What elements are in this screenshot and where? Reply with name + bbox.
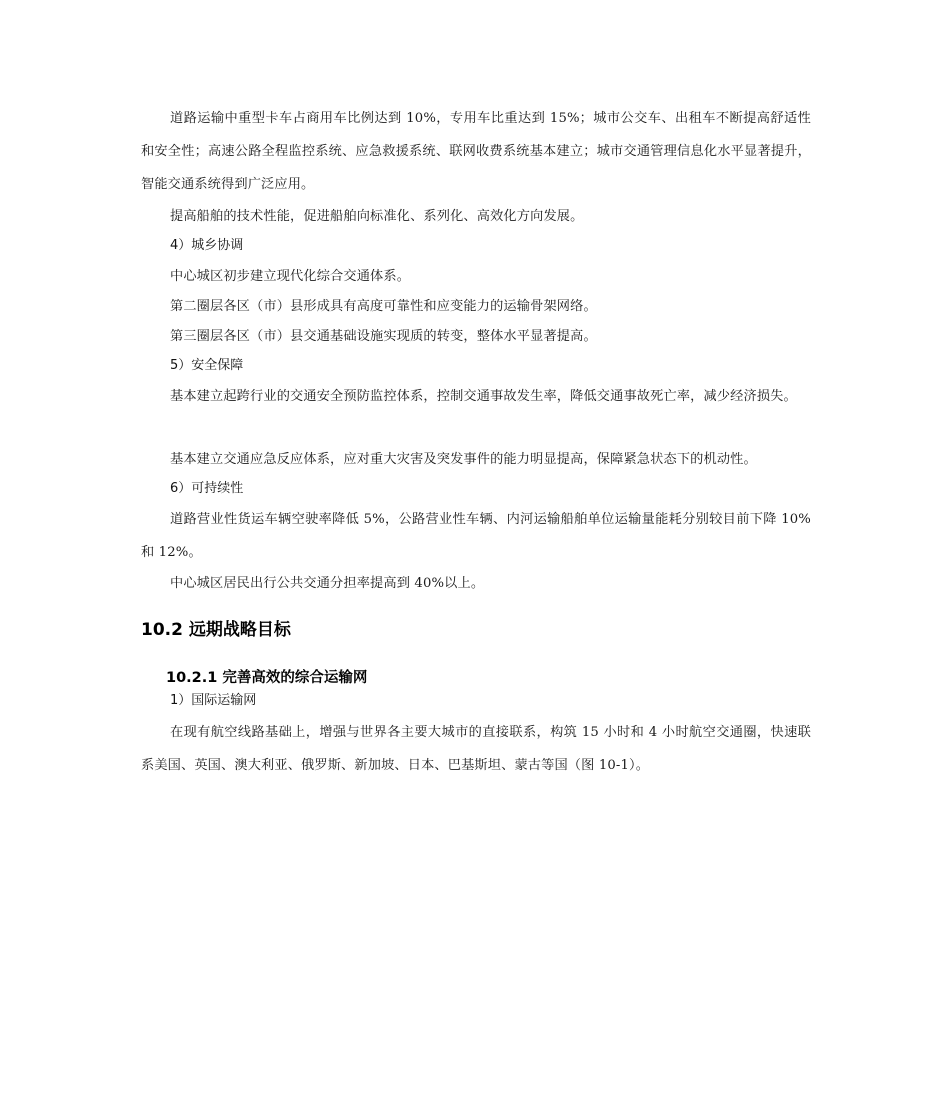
paragraph-safety-monitoring: 基本建立起跨行业的交通安全预防监控体系，控制交通事故发生率，降低交通事故死亡率，减少经济损失。 [170, 389, 797, 404]
paragraph-ships: 提高船舶的技术性能，促进船舶向标准化、系列化、高效化方向发展。 [170, 209, 584, 224]
section-title: 10.2 远期战略目标 [141, 620, 291, 640]
heading-urban-rural: 4）城乡协调 [170, 238, 244, 253]
heading-sustainability: 6）可持续性 [170, 481, 244, 496]
subsection-title: 10.2.1 完善高效的综合运输网 [166, 670, 368, 686]
heading-international-network: 1）国际运输网 [170, 693, 257, 708]
paragraph-energy: 道路营业性货运车辆空驶率降低 5%，公路营业性车辆、内河运输船舶单位运输量能耗分别较目前下降 10%和 12%。 [141, 512, 811, 560]
paragraph-road-transport: 道路运输中重型卡车占商用车比例达到 10%，专用车比重达到 15%；城市公交车、出租车不断提高舒适性和安全性；高速公路全程监控系统、应急救援系统、联网收费系统基本建立；城市交通管理信息化水平显著提升，智能交通系统得到广泛应用。 [141, 111, 811, 192]
heading-safety: 5）安全保障 [170, 358, 244, 373]
paragraph-central-city: 中心城区初步建立现代化综合交通体系。 [170, 269, 411, 284]
paragraph-third-ring: 第三圈层各区（市）县交通基础设施实现质的转变，整体水平显著提高。 [170, 329, 597, 344]
paragraph-air-routes: 在现有航空线路基础上，增强与世界各主要大城市的直接联系，构筑 15 小时和 4 小时航空交通圈，快速联系美国、英国、澳大利亚、俄罗斯、新加坡、日本、巴基斯坦、蒙古等国（图 10-1）。 [141, 725, 811, 773]
paragraph-public-transit-share: 中心城区居民出行公共交通分担率提高到 40%以上。 [170, 576, 485, 591]
paragraph-emergency-response: 基本建立交通应急反应体系，应对重大灾害及突发事件的能力明显提高，保障紧急状态下的机动性。 [170, 452, 757, 467]
paragraph-second-ring: 第二圈层各区（市）县形成具有高度可靠性和应变能力的运输骨架网络。 [170, 299, 597, 314]
